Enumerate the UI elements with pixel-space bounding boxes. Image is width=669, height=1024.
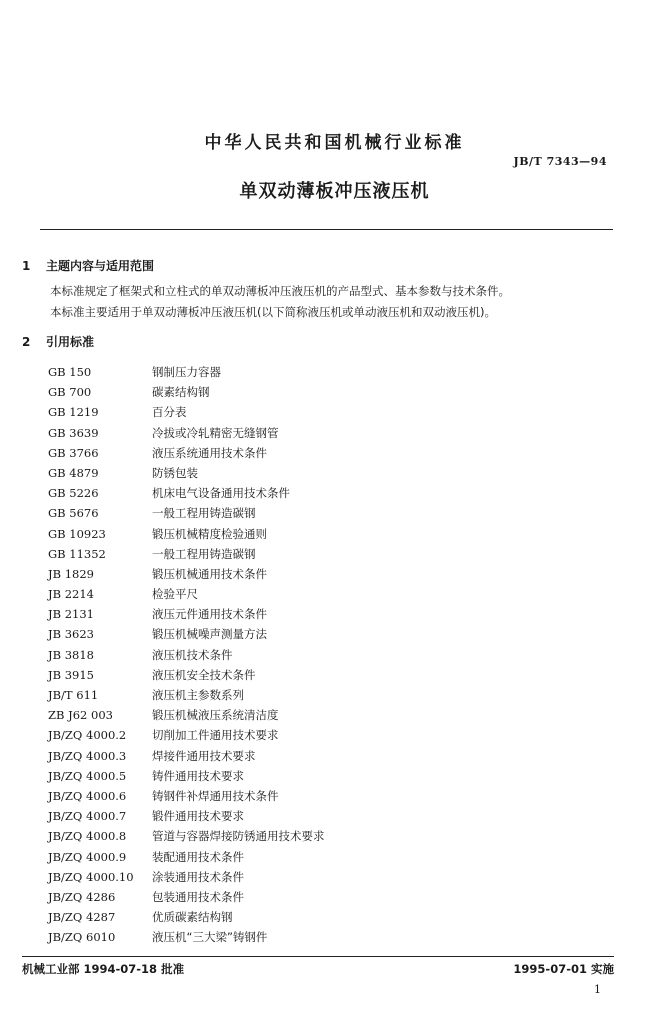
list-item (48, 867, 325, 887)
reference-name: 百分表 (152, 405, 187, 420)
reference-code: GB 5226 (48, 486, 99, 501)
reference-code: GB 4879 (48, 465, 99, 480)
list-item (48, 624, 325, 644)
list-item (48, 463, 325, 483)
approval-date: 机械工业部 1994-07-18 批准 (22, 962, 185, 976)
reference-code: GB 5676 (48, 506, 99, 521)
list-item (48, 483, 325, 503)
section-heading-2 (22, 333, 94, 350)
list-item (48, 685, 325, 705)
list-item (48, 806, 325, 826)
reference-code: JB/ZQ 4000.10 (48, 869, 134, 884)
list-item (48, 887, 325, 907)
list-item (48, 725, 325, 745)
page-number: 1 (594, 983, 601, 996)
list-item (48, 362, 325, 382)
reference-code: GB 700 (48, 385, 92, 400)
reference-code: GB 11352 (48, 546, 106, 561)
reference-code: JB/ZQ 4000.6 (48, 788, 127, 803)
list-item (48, 766, 325, 786)
section-number: 2 (22, 335, 31, 349)
reference-code: JB/T 611 (48, 688, 99, 702)
reference-name: 锻压机械通用技术条件 (152, 566, 267, 581)
reference-name: 液压机“三大梁”铸钢件 (152, 930, 268, 945)
section-title: 主题内容与适用范围 (46, 259, 155, 273)
list-item (48, 402, 325, 422)
reference-name: 包装通用技术条件 (152, 889, 244, 904)
list-item (48, 786, 325, 806)
reference-name: 一般工程用铸造碳钢 (152, 506, 256, 521)
list-item (48, 503, 325, 523)
reference-name: 液压机安全技术条件 (152, 667, 256, 682)
standard-code: JB/T 7343—94 (513, 155, 607, 168)
reference-code: JB/ZQ 4000.8 (48, 829, 127, 844)
header-divider (40, 229, 613, 230)
reference-code: JB/ZQ 4000.7 (48, 809, 127, 824)
list-item (48, 604, 325, 624)
list-item (48, 645, 325, 665)
reference-code: JB 3623 (48, 627, 94, 642)
section-title: 引用标准 (46, 335, 95, 349)
reference-name: 钢制压力容器 (152, 365, 221, 379)
reference-code: JB/ZQ 4000.5 (48, 768, 127, 783)
reference-name: 锻压机械精度检验通则 (152, 526, 267, 541)
list-item (48, 524, 325, 544)
list-item (48, 382, 325, 402)
reference-standards-list (48, 362, 325, 947)
reference-name: 管道与容器焊接防锈通用技术要求 (152, 829, 325, 844)
reference-name: 锻压机械液压系统清洁度 (152, 708, 279, 723)
reference-code: JB 3818 (48, 647, 94, 662)
reference-code: JB 2131 (48, 607, 94, 622)
reference-name: 液压元件通用技术条件 (152, 607, 267, 622)
reference-code: JB/ZQ 6010 (48, 930, 116, 945)
footer-divider (22, 956, 614, 957)
reference-code: JB 3915 (48, 667, 94, 682)
reference-name: 防锈包装 (152, 465, 198, 480)
reference-name: 切削加工件通用技术要求 (152, 728, 279, 743)
list-item (48, 564, 325, 584)
reference-code: GB 150 (48, 365, 92, 379)
reference-code: ZB J62 003 (48, 708, 113, 723)
reference-name: 液压机主参数系列 (152, 688, 244, 702)
reference-name: 锻压机械噪声测量方法 (152, 627, 267, 642)
standard-issuing-body: 中华人民共和国机械行业标准 (204, 133, 465, 153)
list-item (48, 423, 325, 443)
reference-name: 检验平尺 (152, 587, 198, 602)
reference-code: GB 3766 (48, 445, 99, 460)
reference-name: 锻件通用技术要求 (152, 809, 244, 824)
list-item (48, 584, 325, 604)
reference-name: 冷拔或冷轧精密无缝钢管 (152, 425, 279, 440)
reference-name: 碳素结构钢 (152, 385, 210, 400)
reference-name: 液压系统通用技术条件 (152, 445, 267, 460)
reference-name: 铸钢件补焊通用技术条件 (152, 788, 279, 803)
reference-name: 一般工程用铸造碳钢 (152, 546, 256, 561)
section-1-paragraph-1: 本标准规定了框架式和立柱式的单双动薄板冲压液压机的产品型式、基本参数与技术条件。 (50, 284, 510, 298)
list-item (48, 544, 325, 564)
list-item (48, 826, 325, 846)
section-1-paragraph-2: 本标准主要适用于单双动薄板冲压液压机(以下简称液压机或单动液压机和双动液压机)。 (50, 305, 496, 319)
reference-code: GB 10923 (48, 526, 106, 541)
effective-date: 1995-07-01 实施 (513, 962, 614, 976)
reference-name: 铸件通用技术要求 (152, 768, 244, 783)
reference-name: 液压机技术条件 (152, 647, 233, 662)
reference-code: JB/ZQ 4000.9 (48, 849, 127, 864)
reference-name: 优质碳素结构钢 (152, 910, 233, 925)
list-item (48, 705, 325, 725)
list-item (48, 665, 325, 685)
list-item (48, 927, 325, 947)
reference-code: JB/ZQ 4286 (48, 889, 116, 904)
reference-name: 涂装通用技术条件 (152, 869, 244, 884)
reference-name: 机床电气设备通用技术条件 (152, 486, 290, 501)
document-title: 单双动薄板冲压液压机 (239, 181, 430, 202)
reference-code: JB 2214 (48, 587, 94, 602)
list-item (48, 907, 325, 927)
list-item (48, 847, 325, 867)
reference-name: 焊接件通用技术要求 (152, 748, 256, 763)
list-item (48, 443, 325, 463)
section-heading-1 (22, 257, 154, 274)
reference-code: GB 3639 (48, 425, 99, 440)
reference-name: 装配通用技术条件 (152, 849, 244, 864)
reference-code: JB 1829 (48, 566, 94, 581)
list-item (48, 746, 325, 766)
reference-code: GB 1219 (48, 405, 99, 420)
reference-code: JB/ZQ 4000.3 (48, 748, 127, 763)
reference-code: JB/ZQ 4287 (48, 910, 116, 925)
reference-code: JB/ZQ 4000.2 (48, 728, 127, 743)
section-number: 1 (22, 259, 31, 273)
